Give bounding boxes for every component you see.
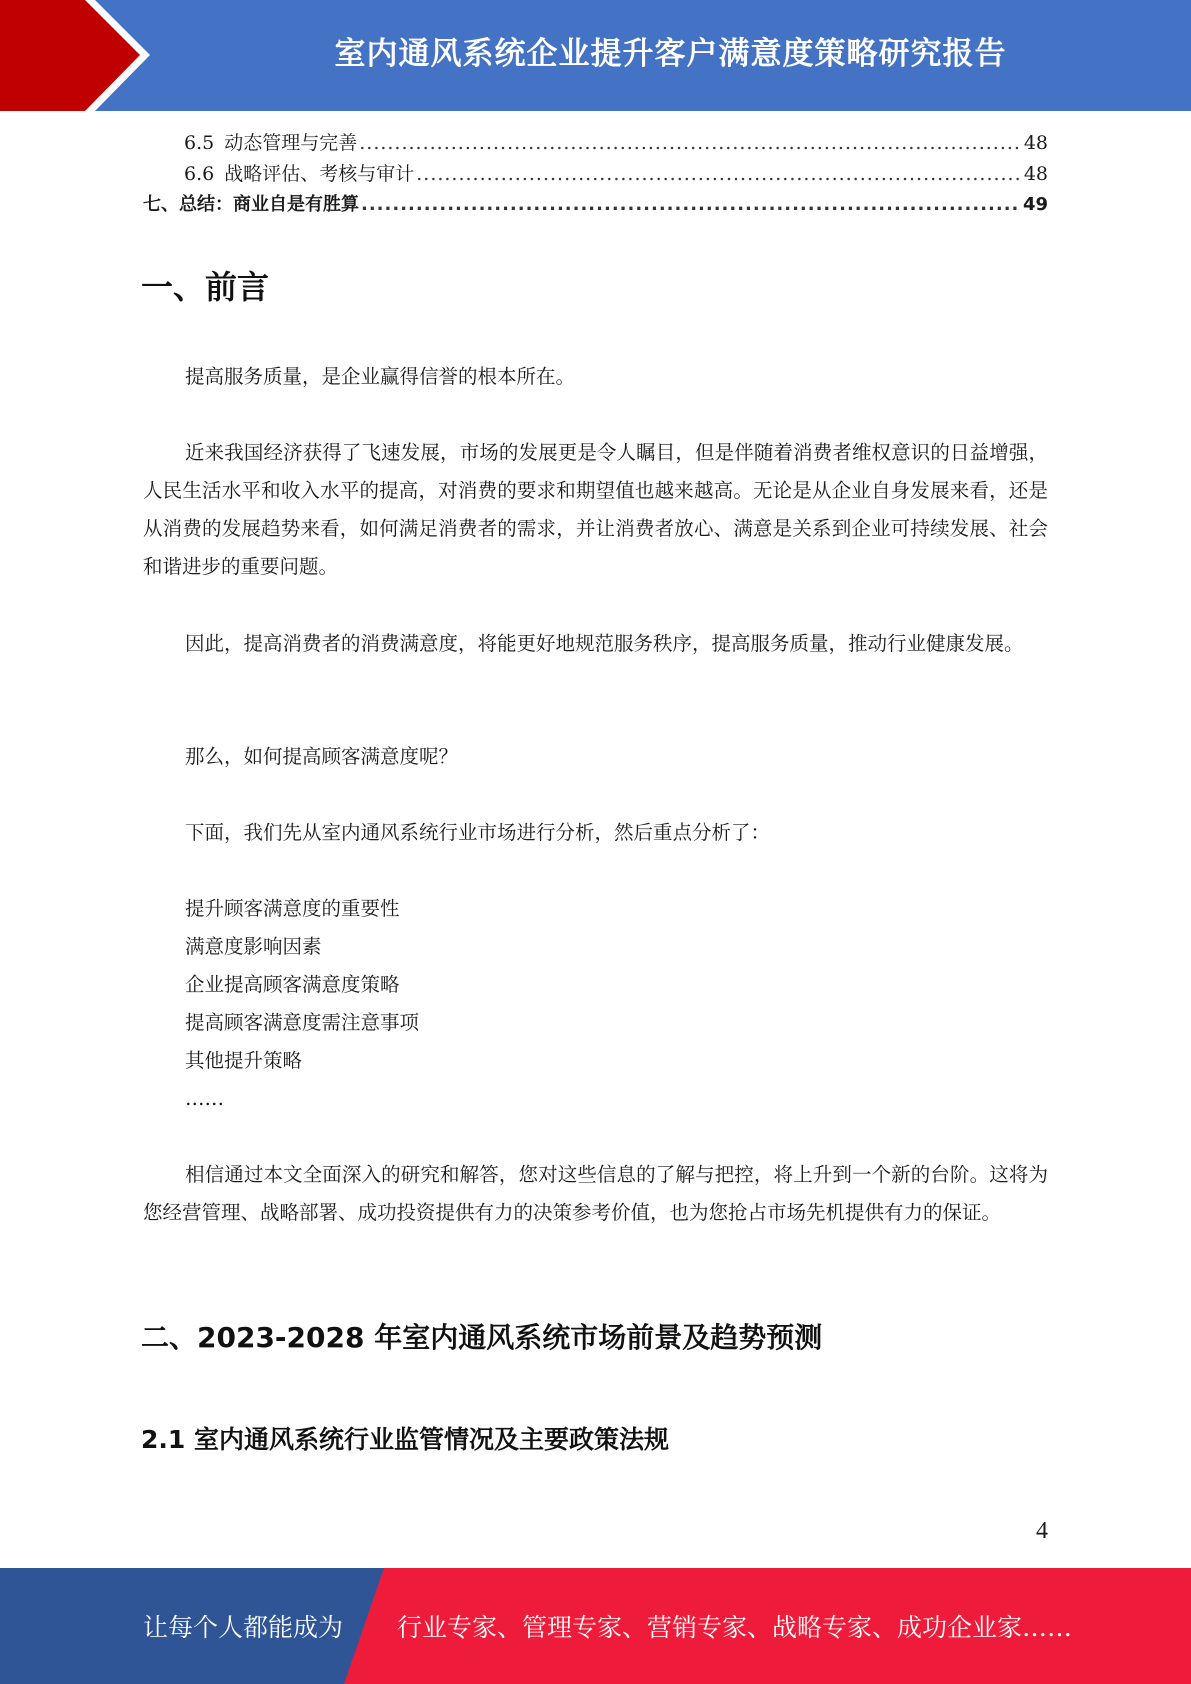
list-item: 满意度影响因素 <box>185 935 322 958</box>
toc-entry[interactable] <box>143 190 1048 221</box>
toc-leader <box>359 132 1022 154</box>
paragraph: 相信通过本文全面深入的研究和解答，您对这些信息的了解与把控，将上升到一个新的台阶。这将为您经营管理、战略部署、成功投资提供有力的决策参考价值，也为您抢占市场先机提供有力的保证。 <box>143 1163 1048 1224</box>
paragraph: 下面，我们先从室内通风系统行业市场进行分析，然后重点分析了： <box>185 821 771 844</box>
toc-leader <box>361 194 1021 215</box>
toc-label: 动态管理与完善 <box>224 132 358 154</box>
toc-number: 6.5 <box>184 132 215 154</box>
paragraph: 因此，提高消费者的消费满意度，将能更好地规范服务秩序，提高服务质量，推动行业健康发展。 <box>185 632 1024 655</box>
report-title: 室内通风系统企业提升客户满意度策略研究报告 <box>334 35 1007 72</box>
footer-slogan-right: 行业专家、管理专家、营销专家、战略专家、成功企业家…… <box>397 1613 1073 1642</box>
toc-entry[interactable] <box>143 159 1048 190</box>
toc-page-number: 48 <box>1023 132 1048 154</box>
topic-list <box>185 890 419 1118</box>
toc-label: 战略评估、考核与审计 <box>224 163 415 185</box>
page-header <box>0 0 1191 111</box>
toc-entry[interactable] <box>143 128 1048 159</box>
paragraph: 近来我国经济获得了飞速发展，市场的发展更是令人瞩目，但是伴随着消费者维权意识的日益增强，人民生活水平和收入水平的提高，对消费的要求和期望值也越来越高。无论是从企业自身发展来看，还是从消费的发展趋势来看，如何满足消费者的需求，并让消费者放心、满意是关系到企业可持续发展、社会和谐进步的重要问题。 <box>143 441 1048 578</box>
list-item: 企业提高顾客满意度策略 <box>185 973 400 996</box>
chapter-2-heading: 二、2023-2028 年室内通风系统市场前景及趋势预测 <box>141 1321 823 1354</box>
paragraph: 那么，如何提高顾客满意度呢？ <box>185 745 459 768</box>
list-item: 提升顾客满意度的重要性 <box>185 897 400 920</box>
toc-label: 七、总结：商业自是有胜算 <box>143 194 359 215</box>
section-2-1-heading: 2.1 室内通风系统行业监管情况及主要政策法规 <box>141 1425 669 1454</box>
toc-page-number: 48 <box>1023 163 1048 185</box>
toc-leader <box>416 163 1022 185</box>
list-item: 其他提升策略 <box>185 1049 303 1072</box>
list-item: …… <box>185 1087 224 1110</box>
footer-slogan-left: 让每个人都能成为 <box>143 1613 344 1642</box>
preface-heading: 一、前言 <box>141 268 270 306</box>
toc-page-number: 49 <box>1022 194 1048 215</box>
paragraph: 提高服务质量，是企业赢得信誉的根本所在。 <box>185 365 576 388</box>
list-item: 提高顾客满意度需注意事项 <box>185 1011 420 1034</box>
page-number: 4 <box>1036 1518 1048 1544</box>
page-footer <box>0 1568 1191 1684</box>
table-of-contents <box>143 128 1048 221</box>
toc-number: 6.6 <box>184 163 215 185</box>
